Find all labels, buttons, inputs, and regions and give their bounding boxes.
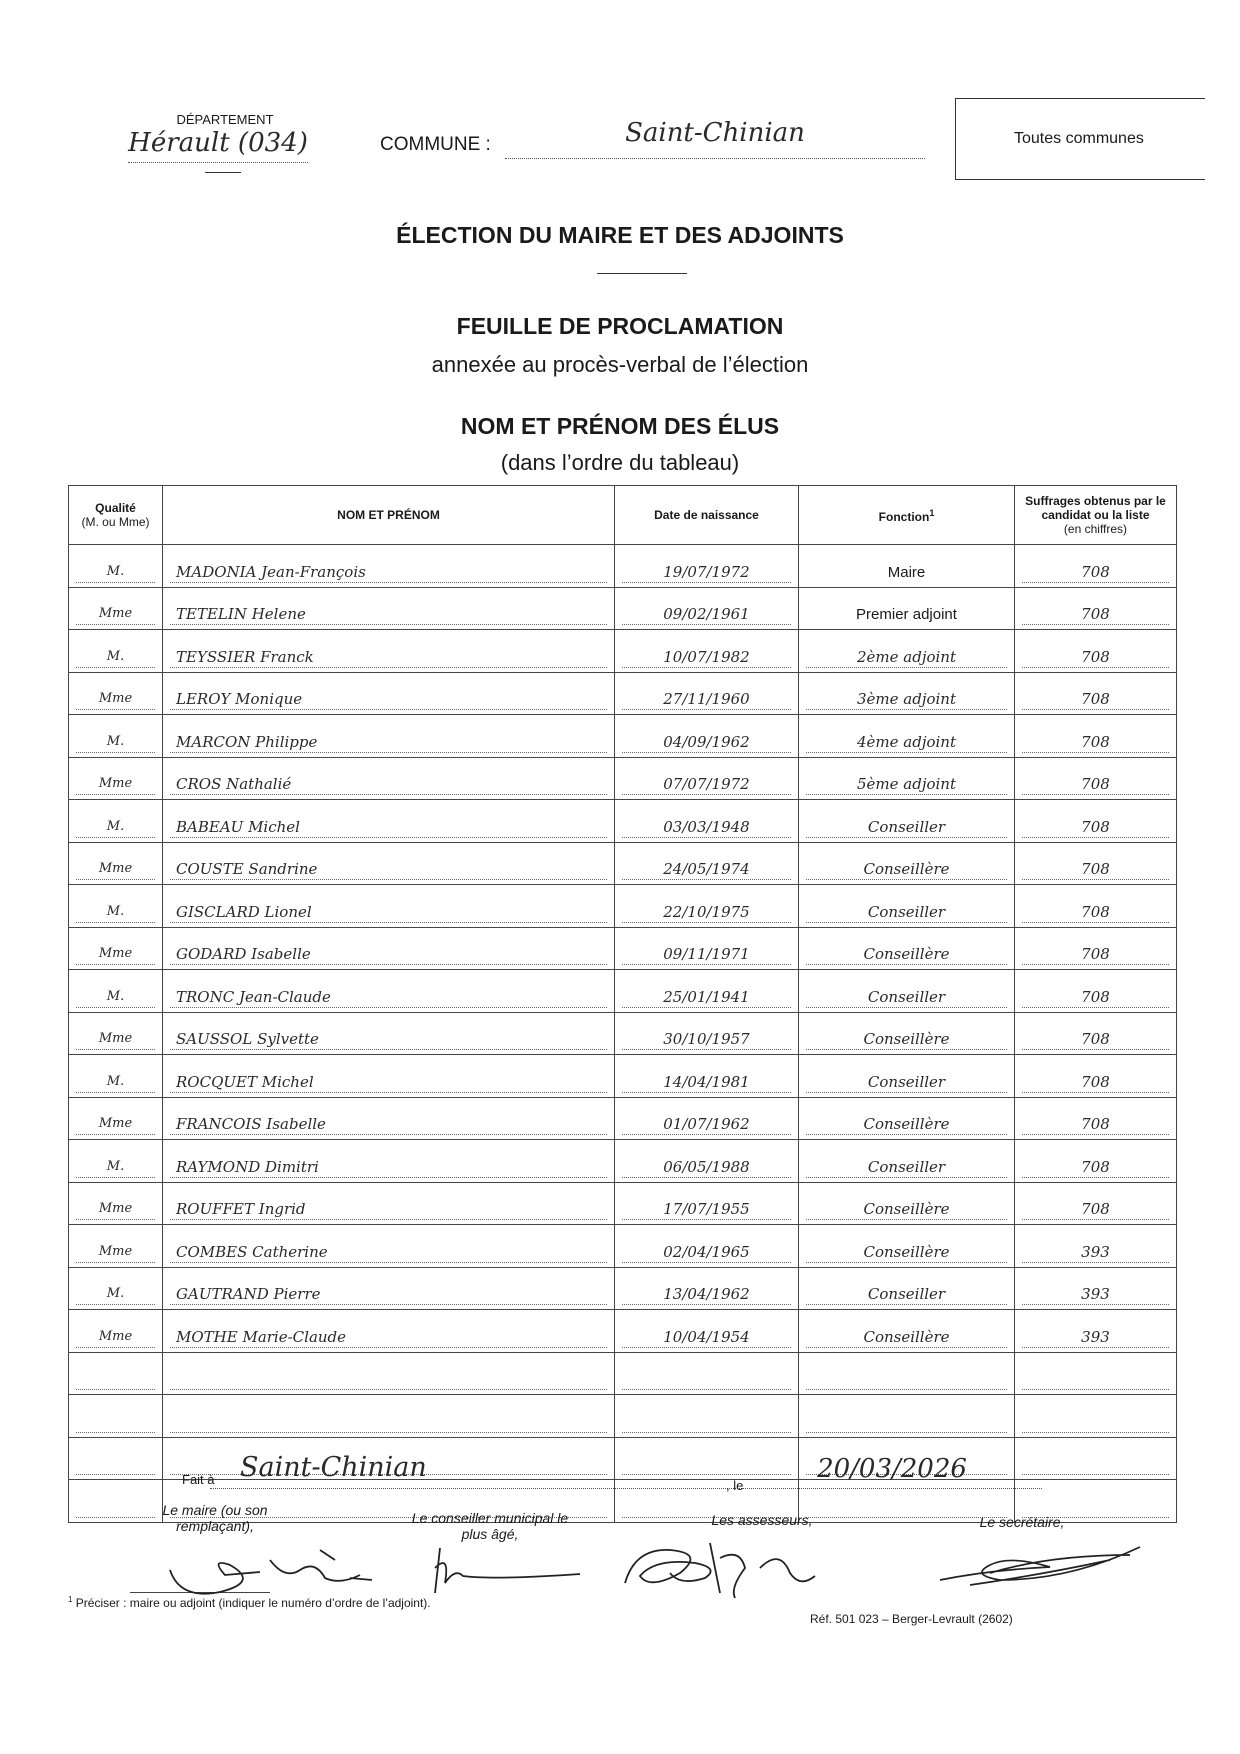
cell-date bbox=[615, 1267, 799, 1310]
cell-qualite-value: Mme bbox=[76, 1029, 155, 1050]
cell-fonction bbox=[799, 1352, 1015, 1395]
cell-nom bbox=[163, 715, 615, 758]
cell-suffrages bbox=[1015, 757, 1177, 800]
cell-qualite-value: M. bbox=[76, 1072, 155, 1093]
cell-fonction-value: Conseillère bbox=[806, 1242, 1007, 1263]
cell-nom-value: CROS Nathalié bbox=[170, 774, 607, 795]
cell-qualite-value: Mme bbox=[76, 1327, 155, 1348]
cell-date bbox=[615, 927, 799, 970]
cell-fonction-value: 3ème adjoint bbox=[806, 689, 1007, 710]
cell-date bbox=[615, 800, 799, 843]
cell-qualite bbox=[69, 800, 163, 843]
table-row bbox=[69, 1310, 1177, 1353]
cell-suffrages-value bbox=[1022, 1454, 1169, 1475]
signature-secretaire-drawing bbox=[930, 1525, 1150, 1600]
signature-maire-label: Le maire (ou son remplaçant), bbox=[162, 1502, 268, 1534]
table-row bbox=[69, 970, 1177, 1013]
cell-fonction bbox=[799, 587, 1015, 630]
elus-table bbox=[68, 485, 1177, 1523]
table-row bbox=[69, 1352, 1177, 1395]
cell-date bbox=[615, 1140, 799, 1183]
le-label: , le bbox=[726, 1478, 744, 1493]
elus-table-body bbox=[69, 545, 1177, 1523]
cell-date-value: 25/01/1941 bbox=[622, 987, 791, 1008]
cell-date bbox=[615, 970, 799, 1013]
cell-fonction bbox=[799, 1012, 1015, 1055]
cell-nom-value: MADONIA Jean-François bbox=[170, 562, 607, 583]
cell-date bbox=[615, 545, 799, 588]
cell-fonction bbox=[799, 545, 1015, 588]
cell-suffrages bbox=[1015, 1012, 1177, 1055]
cell-fonction bbox=[799, 630, 1015, 673]
cell-date-value bbox=[622, 1369, 791, 1390]
table-row bbox=[69, 1055, 1177, 1098]
cell-fonction-value: Conseiller bbox=[806, 1157, 1007, 1178]
cell-qualite-value: M. bbox=[76, 647, 155, 668]
cell-suffrages-value bbox=[1022, 1412, 1169, 1433]
cell-qualite-value: Mme bbox=[76, 944, 155, 965]
cell-date-value: 24/05/1974 bbox=[622, 859, 791, 880]
cell-fonction bbox=[799, 1225, 1015, 1268]
header-qualite-label: Qualité bbox=[95, 501, 136, 515]
cell-suffrages bbox=[1015, 1310, 1177, 1353]
table-row bbox=[69, 715, 1177, 758]
cell-nom bbox=[163, 545, 615, 588]
cell-date-value: 10/04/1954 bbox=[622, 1327, 791, 1348]
cell-suffrages-value: 708 bbox=[1022, 944, 1169, 965]
cell-qualite bbox=[69, 1267, 163, 1310]
cell-suffrages bbox=[1015, 800, 1177, 843]
table-row bbox=[69, 1012, 1177, 1055]
signature-date: 20/03/2026 bbox=[742, 1454, 1042, 1489]
cell-qualite-value: M. bbox=[76, 562, 155, 583]
cell-nom-value: COMBES Catherine bbox=[170, 1242, 607, 1263]
cell-date-value: 03/03/1948 bbox=[622, 817, 791, 838]
cell-suffrages-value: 708 bbox=[1022, 1199, 1169, 1220]
cell-qualite bbox=[69, 630, 163, 673]
cell-date-value: 09/11/1971 bbox=[622, 944, 791, 965]
header-nom-label: NOM ET PRÉNOM bbox=[337, 508, 440, 522]
cell-fonction-value: 5ème adjoint bbox=[806, 774, 1007, 795]
cell-fonction bbox=[799, 1182, 1015, 1225]
cell-date-value: 27/11/1960 bbox=[622, 689, 791, 710]
cell-nom-value: GAUTRAND Pierre bbox=[170, 1284, 607, 1305]
cell-suffrages-value: 393 bbox=[1022, 1284, 1169, 1305]
cell-date-value: 09/02/1961 bbox=[622, 604, 791, 625]
cell-fonction-value: Conseiller bbox=[806, 1284, 1007, 1305]
header-qualite bbox=[69, 486, 163, 545]
cell-suffrages bbox=[1015, 1267, 1177, 1310]
cell-qualite-value: Mme bbox=[76, 1114, 155, 1135]
cell-suffrages-value: 708 bbox=[1022, 859, 1169, 880]
cell-fonction bbox=[799, 970, 1015, 1013]
cell-date bbox=[615, 1055, 799, 1098]
cell-suffrages-value: 708 bbox=[1022, 604, 1169, 625]
cell-date bbox=[615, 587, 799, 630]
cell-qualite-value: M. bbox=[76, 817, 155, 838]
header-fonction bbox=[799, 486, 1015, 545]
cell-suffrages bbox=[1015, 587, 1177, 630]
cell-fonction-value: Conseillère bbox=[806, 1327, 1007, 1348]
cell-suffrages bbox=[1015, 630, 1177, 673]
cell-nom-value: MARCON Philippe bbox=[170, 732, 607, 753]
signature-assesseurs-drawing bbox=[610, 1528, 830, 1608]
cell-qualite bbox=[69, 1182, 163, 1225]
table-row bbox=[69, 885, 1177, 928]
cell-date bbox=[615, 1352, 799, 1395]
cell-nom bbox=[163, 885, 615, 928]
cell-nom-value: TETELIN Helene bbox=[170, 604, 607, 625]
form-reference: Réf. 501 023 – Berger-Levrault (2602) bbox=[810, 1612, 1013, 1626]
cell-fonction bbox=[799, 757, 1015, 800]
cell-fonction-value: Conseiller bbox=[806, 817, 1007, 838]
table-row bbox=[69, 1395, 1177, 1438]
cell-suffrages-value: 708 bbox=[1022, 817, 1169, 838]
cell-qualite-value: Mme bbox=[76, 1199, 155, 1220]
cell-nom bbox=[163, 927, 615, 970]
cell-qualite bbox=[69, 545, 163, 588]
cell-fonction-value: Maire bbox=[887, 563, 926, 581]
cell-qualite-value bbox=[76, 1412, 155, 1433]
cell-fonction bbox=[799, 715, 1015, 758]
cell-suffrages bbox=[1015, 1395, 1177, 1438]
cell-suffrages bbox=[1015, 1055, 1177, 1098]
cell-suffrages bbox=[1015, 970, 1177, 1013]
cell-fonction bbox=[799, 1055, 1015, 1098]
cell-suffrages bbox=[1015, 545, 1177, 588]
page-subtitle-annex: annexée au procès-verbal de l’élection bbox=[431, 352, 809, 377]
cell-date-value: 14/04/1981 bbox=[622, 1072, 791, 1093]
signature-assesseurs-label: Les assesseurs, bbox=[711, 1512, 813, 1528]
cell-date bbox=[615, 1310, 799, 1353]
cell-nom bbox=[163, 1310, 615, 1353]
cell-fonction-value: Conseillère bbox=[806, 1029, 1007, 1050]
cell-nom bbox=[163, 970, 615, 1013]
cell-qualite bbox=[69, 1055, 163, 1098]
cell-nom bbox=[163, 630, 615, 673]
cell-nom-value: TRONC Jean-Claude bbox=[170, 987, 607, 1008]
cell-fonction-value: Conseillère bbox=[806, 859, 1007, 880]
cell-qualite bbox=[69, 842, 163, 885]
cell-fonction-value: Conseiller bbox=[806, 1072, 1007, 1093]
cell-fonction-value bbox=[806, 1369, 1007, 1390]
table-row bbox=[69, 1225, 1177, 1268]
cell-qualite bbox=[69, 757, 163, 800]
header-suffrages-sub: (en chiffres) bbox=[1063, 522, 1128, 536]
table-row bbox=[69, 1267, 1177, 1310]
cell-qualite bbox=[69, 587, 163, 630]
cell-nom-value: GODARD Isabelle bbox=[170, 944, 607, 965]
cell-date bbox=[615, 757, 799, 800]
table-row bbox=[69, 1140, 1177, 1183]
cell-suffrages-value bbox=[1022, 1369, 1169, 1390]
cell-nom bbox=[163, 757, 615, 800]
cell-fonction bbox=[799, 1097, 1015, 1140]
cell-date bbox=[615, 1097, 799, 1140]
cell-nom-value bbox=[170, 1412, 607, 1433]
cell-date-value: 06/05/1988 bbox=[622, 1157, 791, 1178]
table-row bbox=[69, 757, 1177, 800]
cell-date-value: 19/07/1972 bbox=[622, 562, 791, 583]
cell-qualite-value: M. bbox=[76, 902, 155, 923]
signature-secretaire-label: Le secrétaire, bbox=[979, 1514, 1065, 1530]
footnote-text: Préciser : maire ou adjoint (indiquer le numéro d’ordre de l’adjoint). bbox=[75, 1596, 431, 1610]
cell-date-value: 17/07/1955 bbox=[622, 1199, 791, 1220]
table-row bbox=[69, 842, 1177, 885]
cell-fonction bbox=[799, 800, 1015, 843]
cell-fonction-value: Conseiller bbox=[806, 987, 1007, 1008]
cell-nom-value: ROUFFET Ingrid bbox=[170, 1199, 607, 1220]
cell-date bbox=[615, 1225, 799, 1268]
table-row bbox=[69, 800, 1177, 843]
cell-qualite-value bbox=[76, 1454, 155, 1475]
cell-nom-value: LEROY Monique bbox=[170, 689, 607, 710]
cell-date bbox=[615, 1182, 799, 1225]
commune-label: COMMUNE : bbox=[380, 134, 491, 155]
table-row bbox=[69, 1182, 1177, 1225]
signature-doyen-drawing bbox=[405, 1528, 595, 1603]
cell-suffrages-value: 708 bbox=[1022, 562, 1169, 583]
cell-suffrages bbox=[1015, 672, 1177, 715]
cell-qualite bbox=[69, 927, 163, 970]
cell-date-value: 07/07/1972 bbox=[622, 774, 791, 795]
cell-nom-value: SAUSSOL Sylvette bbox=[170, 1029, 607, 1050]
toutes-communes-box bbox=[955, 98, 1205, 180]
cell-suffrages-value: 708 bbox=[1022, 987, 1169, 1008]
cell-qualite bbox=[69, 715, 163, 758]
toutes-communes-text: Toutes communes bbox=[1014, 130, 1144, 147]
cell-qualite bbox=[69, 1225, 163, 1268]
cell-suffrages-value: 708 bbox=[1022, 1157, 1169, 1178]
title-divider bbox=[597, 273, 687, 274]
cell-fonction-value: 4ème adjoint bbox=[806, 732, 1007, 753]
cell-fonction-value: Conseillère bbox=[806, 1199, 1007, 1220]
page-title: ÉLECTION DU MAIRE ET DES ADJOINTS bbox=[396, 222, 844, 248]
cell-date bbox=[615, 1012, 799, 1055]
cell-nom-value: ROCQUET Michel bbox=[170, 1072, 607, 1093]
fait-a-value: Saint-Chinian bbox=[210, 1452, 750, 1489]
cell-nom bbox=[163, 1352, 615, 1395]
departement-underline bbox=[205, 172, 241, 173]
cell-suffrages-value: 708 bbox=[1022, 647, 1169, 668]
cell-suffrages bbox=[1015, 1225, 1177, 1268]
cell-fonction-value: Conseiller bbox=[806, 902, 1007, 923]
cell-date-value: 02/04/1965 bbox=[622, 1242, 791, 1263]
cell-nom bbox=[163, 1225, 615, 1268]
cell-fonction bbox=[799, 1310, 1015, 1353]
cell-fonction bbox=[799, 1395, 1015, 1438]
table-row bbox=[69, 630, 1177, 673]
cell-suffrages bbox=[1015, 1097, 1177, 1140]
fait-a-label: Fait à bbox=[182, 1472, 215, 1487]
cell-qualite bbox=[69, 1437, 163, 1480]
cell-fonction-value: Conseillère bbox=[806, 944, 1007, 965]
cell-fonction bbox=[799, 927, 1015, 970]
cell-qualite-value: M. bbox=[76, 987, 155, 1008]
cell-suffrages-value: 708 bbox=[1022, 1029, 1169, 1050]
cell-qualite bbox=[69, 885, 163, 928]
cell-nom-value: TEYSSIER Franck bbox=[170, 647, 607, 668]
cell-qualite-value: Mme bbox=[76, 689, 155, 710]
cell-qualite-value: Mme bbox=[76, 604, 155, 625]
cell-nom bbox=[163, 842, 615, 885]
cell-suffrages-value: 708 bbox=[1022, 732, 1169, 753]
page-subtitle: FEUILLE DE PROCLAMATION bbox=[456, 313, 784, 339]
cell-nom-value: COUSTE Sandrine bbox=[170, 859, 607, 880]
cell-fonction bbox=[799, 842, 1015, 885]
cell-suffrages-value: 708 bbox=[1022, 774, 1169, 795]
cell-date-value: 01/07/1962 bbox=[622, 1114, 791, 1135]
header-suffrages bbox=[1015, 486, 1177, 545]
cell-date bbox=[615, 1395, 799, 1438]
cell-suffrages-value: 708 bbox=[1022, 902, 1169, 923]
cell-nom-value: FRANCOIS Isabelle bbox=[170, 1114, 607, 1135]
cell-qualite bbox=[69, 672, 163, 715]
cell-suffrages-value: 393 bbox=[1022, 1242, 1169, 1263]
header-fonction-label: Fonction bbox=[878, 510, 930, 524]
cell-date-value: 10/07/1982 bbox=[622, 647, 791, 668]
header-suffrages-label: Suffrages obtenus par le candidat ou la liste bbox=[1025, 494, 1166, 522]
cell-nom bbox=[163, 1012, 615, 1055]
cell-suffrages bbox=[1015, 842, 1177, 885]
cell-nom bbox=[163, 800, 615, 843]
cell-fonction-value: Premier adjoint bbox=[856, 606, 957, 623]
signature-maire-drawing bbox=[150, 1530, 380, 1605]
cell-fonction bbox=[799, 672, 1015, 715]
footnote bbox=[68, 1595, 431, 1610]
cell-fonction bbox=[799, 1140, 1015, 1183]
cell-date bbox=[615, 715, 799, 758]
cell-nom bbox=[163, 1055, 615, 1098]
cell-suffrages-value: 393 bbox=[1022, 1327, 1169, 1348]
cell-date-value bbox=[622, 1412, 791, 1433]
cell-qualite bbox=[69, 1097, 163, 1140]
cell-date bbox=[615, 672, 799, 715]
cell-suffrages-value: 708 bbox=[1022, 1072, 1169, 1093]
cell-qualite bbox=[69, 1012, 163, 1055]
cell-nom bbox=[163, 1140, 615, 1183]
cell-fonction bbox=[799, 885, 1015, 928]
cell-date-value: 22/10/1975 bbox=[622, 902, 791, 923]
cell-nom-value: GISCLARD Lionel bbox=[170, 902, 607, 923]
cell-qualite-value: Mme bbox=[76, 859, 155, 880]
cell-qualite-value: M. bbox=[76, 732, 155, 753]
table-row bbox=[69, 545, 1177, 588]
cell-suffrages bbox=[1015, 1140, 1177, 1183]
elus-heading-order: (dans l’ordre du tableau) bbox=[500, 450, 740, 475]
cell-fonction-value bbox=[806, 1412, 1007, 1433]
cell-suffrages bbox=[1015, 1352, 1177, 1395]
cell-nom bbox=[163, 1267, 615, 1310]
cell-nom bbox=[163, 1395, 615, 1438]
cell-suffrages bbox=[1015, 1182, 1177, 1225]
cell-nom bbox=[163, 587, 615, 630]
header-date bbox=[615, 486, 799, 545]
cell-nom bbox=[163, 1182, 615, 1225]
cell-qualite-value: Mme bbox=[76, 1242, 155, 1263]
cell-date bbox=[615, 885, 799, 928]
table-row bbox=[69, 672, 1177, 715]
cell-qualite bbox=[69, 1395, 163, 1438]
cell-qualite bbox=[69, 970, 163, 1013]
table-header-row bbox=[69, 486, 1177, 545]
header-nom bbox=[163, 486, 615, 545]
cell-date bbox=[615, 630, 799, 673]
elus-heading: NOM ET PRÉNOM DES ÉLUS bbox=[460, 413, 780, 439]
commune-value: Saint-Chinian bbox=[505, 118, 925, 159]
cell-date bbox=[615, 842, 799, 885]
cell-nom bbox=[163, 672, 615, 715]
cell-suffrages-value: 708 bbox=[1022, 689, 1169, 710]
cell-suffrages bbox=[1015, 885, 1177, 928]
cell-qualite-value: Mme bbox=[76, 774, 155, 795]
signature-doyen-label: Le conseiller municipal le plus âgé, bbox=[411, 1510, 569, 1542]
cell-date-value: 30/10/1957 bbox=[622, 1029, 791, 1050]
cell-date-value: 13/04/1962 bbox=[622, 1284, 791, 1305]
cell-date-value: 04/09/1962 bbox=[622, 732, 791, 753]
cell-suffrages bbox=[1015, 927, 1177, 970]
cell-fonction-value: Conseillère bbox=[806, 1114, 1007, 1135]
footnote-mark: 1 bbox=[68, 1595, 73, 1604]
cell-nom bbox=[163, 1097, 615, 1140]
cell-qualite-value bbox=[76, 1369, 155, 1390]
header-date-label: Date de naissance bbox=[654, 508, 759, 522]
cell-fonction-value: 2ème adjoint bbox=[806, 647, 1007, 668]
cell-qualite bbox=[69, 1352, 163, 1395]
cell-suffrages bbox=[1015, 715, 1177, 758]
cell-qualite bbox=[69, 1140, 163, 1183]
cell-qualite-value: M. bbox=[76, 1284, 155, 1305]
cell-suffrages-value: 708 bbox=[1022, 1114, 1169, 1135]
header-fonction-note: 1 bbox=[929, 508, 935, 518]
cell-nom-value: RAYMOND Dimitri bbox=[170, 1157, 607, 1178]
table-row bbox=[69, 587, 1177, 630]
cell-qualite-value: M. bbox=[76, 1157, 155, 1178]
cell-fonction bbox=[799, 1267, 1015, 1310]
cell-nom-value bbox=[170, 1369, 607, 1390]
table-row bbox=[69, 1097, 1177, 1140]
cell-nom-value: BABEAU Michel bbox=[170, 817, 607, 838]
table-row bbox=[69, 927, 1177, 970]
header-qualite-sub: (M. ou Mme) bbox=[81, 515, 150, 529]
departement-value: Hérault (034) bbox=[128, 128, 308, 163]
cell-nom-value: MOTHE Marie-Claude bbox=[170, 1327, 607, 1348]
cell-qualite bbox=[69, 1310, 163, 1353]
departement-label: DÉPARTEMENT bbox=[176, 112, 274, 127]
